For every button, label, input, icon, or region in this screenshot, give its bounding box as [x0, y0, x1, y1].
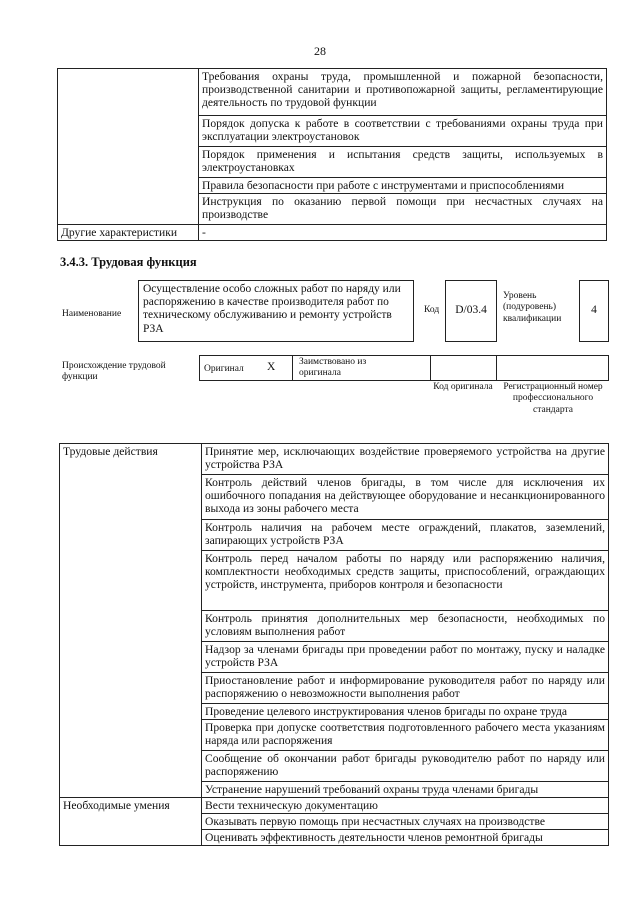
- origin-divider-2: [430, 355, 431, 381]
- code-caption: Код оригинала: [433, 382, 493, 392]
- level-label: Уровень (подуровень) квалификации: [503, 291, 562, 324]
- action-item: Контроль действий членов бригады, в том числе для исключения их ошибочного попадания на действующее оборудование и несанкционированного выхода из зоны рабочего места: [202, 475, 609, 520]
- actions-table: [59, 443, 609, 846]
- section-title: 3.4.3. Трудовая функция: [60, 255, 197, 269]
- level-value-box: [579, 280, 609, 342]
- action-item: Устранение нарушений требований охраны труда членами бригады: [202, 782, 609, 798]
- skill-item: Вести техническую документацию: [202, 798, 609, 814]
- name-label: Наименование: [62, 309, 122, 319]
- skill-item: Оценивать эффективность деятельности членов ремонтной бригады: [202, 830, 609, 846]
- action-item: Надзор за членами бригады при проведении работ по монтажу, пуску и наладке устройств РЗА: [202, 642, 609, 673]
- page-number: 28: [314, 44, 326, 58]
- skill-item: Оказывать первую помощь при несчастных случаях на производстве: [202, 814, 609, 830]
- action-item: Контроль наличия на рабочем месте ограждений, плакатов, заземлений, запирающих устройств РЗА: [202, 520, 609, 551]
- requirement-item: Порядок применения и испытания средств защиты, используемых в электроустановках: [199, 147, 607, 178]
- borrowed-label: Заимствовано из оригинала: [299, 357, 367, 379]
- name-value: Осуществление особо сложных работ по наряду или распоряжению в качестве производителя работ по техническому обслуживанию и ремонту устройств РЗА: [143, 283, 401, 335]
- other-characteristics-label: Другие характеристики: [58, 225, 199, 241]
- requirement-item: Инструкция по оказанию первой помощи при несчастных случаях на производстве: [199, 194, 607, 225]
- code-label: Код: [424, 305, 440, 315]
- empty-label-cell: [58, 69, 199, 225]
- requirements-table: [57, 68, 607, 241]
- origin-divider-1: [292, 355, 293, 381]
- skills-label: Необходимые умения: [60, 798, 202, 846]
- action-item: Принятие мер, исключающих воздействие проверяемого устройства на другие устройства РЗА: [202, 444, 609, 475]
- action-item: Проверка при допуске соответствия подготовленного рабочего места указаниям наряда или распоряжения: [202, 720, 609, 751]
- other-characteristics-value: -: [199, 225, 607, 241]
- action-item: Проведение целевого инструктирования членов бригады по охране труда: [202, 704, 609, 720]
- requirement-item: Правила безопасности при работе с инструментами и приспособлениями: [199, 178, 607, 194]
- name-value-box: [138, 280, 414, 342]
- action-item: Сообщение об окончании работ бригады руководителю работ по наряду или распоряжению: [202, 751, 609, 782]
- origin-label: Происхождение трудовой функции: [62, 361, 166, 383]
- action-item: Контроль принятия дополнительных мер безопасности, необходимых по условиям выполнения работ: [202, 611, 609, 642]
- requirement-item: Требования охраны труда, промышленной и пожарной безопасности, производственной санитарии и противопожарной защиты, регламентирующие деятельность по трудовой функции: [199, 69, 607, 116]
- level-value: 4: [591, 304, 597, 317]
- reg-caption: Регистрационный номер профессионального стандарта: [503, 382, 603, 415]
- original-label: Оригинал: [204, 364, 244, 374]
- requirement-item: Порядок допуска к работе в соответствии с требованиями охраны труда при эксплуатации электроустановок: [199, 116, 607, 147]
- action-item: Контроль перед началом работы по наряду или распоряжению наличия, комплектности необходимых средств защиты, приспособлений, ограждающих устройств, инструмента, приборов контроля и безопасности: [202, 551, 609, 611]
- action-item: Приостановление работ и информирование руководителя работ по наряду или распоряжению о невозможности выполнения работ: [202, 673, 609, 704]
- code-value-box: [445, 280, 497, 342]
- actions-label: Трудовые действия: [60, 444, 202, 798]
- original-mark: X: [267, 361, 276, 373]
- code-value: D/03.4: [455, 304, 487, 317]
- origin-divider-3: [496, 355, 497, 381]
